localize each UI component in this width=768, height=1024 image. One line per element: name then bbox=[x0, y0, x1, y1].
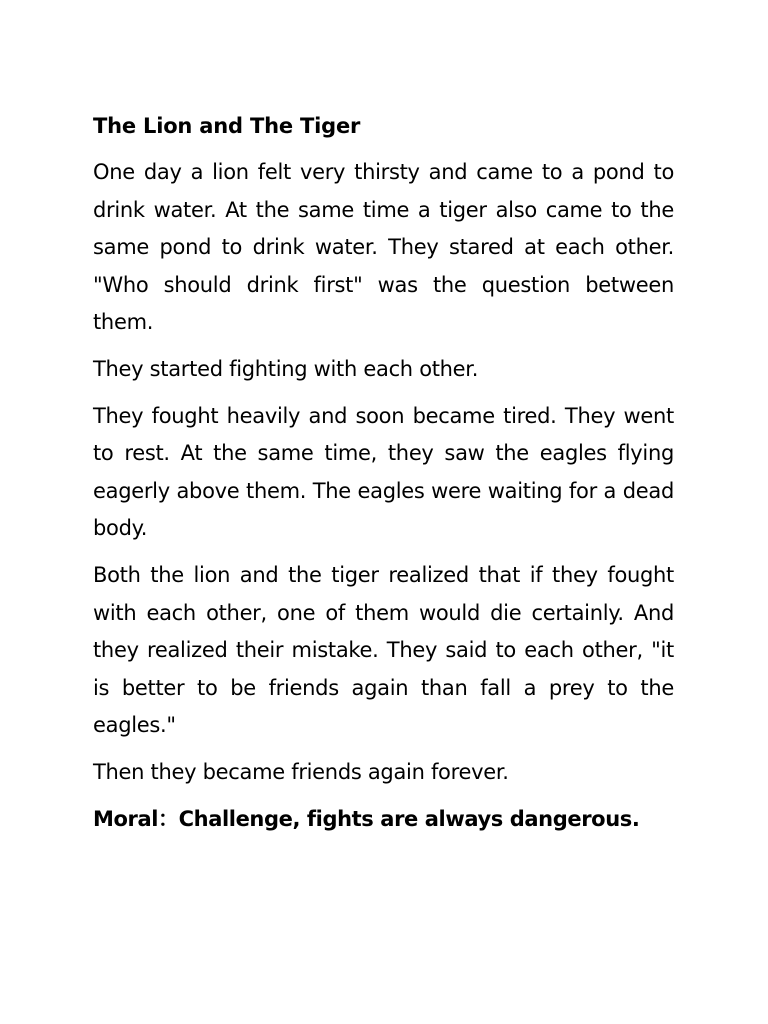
paragraph-1: One day a lion felt very thirsty and came to a pond to drink water. At the same time a tiger also came to the same pond to drink water. They stared at each other. "Who should drink first" was the question between them. bbox=[93, 160, 674, 335]
paragraph-2: They started fighting with each other. bbox=[93, 356, 479, 381]
document-page bbox=[93, 108, 674, 837]
story-moral: Moral：Challenge, fights are always dangerous. bbox=[93, 806, 640, 831]
story-title: The Lion and The Tiger bbox=[93, 114, 361, 138]
paragraph-4: Both the lion and the tiger realized that if they fought with each other, one of them would die certainly. And they realized their mistake. They said to each other, "it is better to be friends again than fall a prey to the eagles." bbox=[93, 562, 674, 738]
paragraph-3: They fought heavily and soon became tired. They went to rest. At the same time, they saw the eagles flying eagerly above them. The eagles were waiting for a dead body. bbox=[93, 403, 674, 541]
paragraph-5: Then they became friends again forever. bbox=[93, 759, 509, 784]
